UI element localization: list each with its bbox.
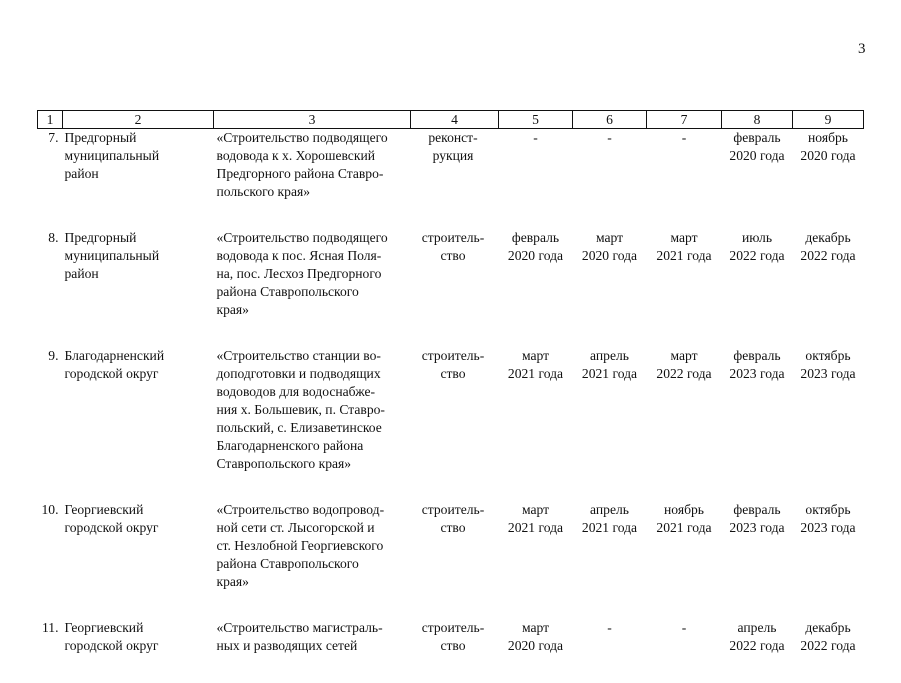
header-col-7: 7 bbox=[647, 111, 722, 129]
project-description bbox=[214, 501, 411, 619]
row-number: 9. bbox=[38, 347, 63, 501]
municipality-name-line: муниципальный bbox=[65, 147, 211, 165]
table-row bbox=[38, 129, 864, 230]
date-col-7: - bbox=[647, 619, 722, 683]
date-col-9: октябрь 2023 года bbox=[793, 501, 864, 619]
date-col-8: апрель 2022 года bbox=[722, 619, 793, 683]
work-type bbox=[411, 501, 499, 619]
date-col-8: июль 2022 года bbox=[722, 229, 793, 347]
project-description-line: польский, с. Елизаветинское bbox=[217, 419, 406, 437]
work-type-line: строитель- bbox=[411, 619, 496, 637]
date-col-8: февраль 2020 года bbox=[722, 129, 793, 230]
project-description-line: «Строительство станции во- bbox=[217, 347, 406, 365]
municipality-name-line: муниципальный bbox=[65, 247, 211, 265]
work-type-line: ство bbox=[411, 519, 496, 537]
municipality-name-line: городской округ bbox=[65, 365, 211, 383]
project-description-line: ст. Незлобной Георгиевского bbox=[217, 537, 406, 555]
work-type-line: рукция bbox=[411, 147, 496, 165]
project-description-line: «Строительство магистраль- bbox=[217, 619, 406, 637]
table-row bbox=[38, 501, 864, 619]
work-type-line: реконст- bbox=[411, 129, 496, 147]
project-description-line: района Ставропольского bbox=[217, 283, 406, 301]
work-type bbox=[411, 129, 499, 230]
project-description-line: Ставропольского края» bbox=[217, 455, 406, 473]
project-description-line: водоводов для водоснабже- bbox=[217, 383, 406, 401]
project-description-line: района Ставропольского bbox=[217, 555, 406, 573]
date-col-8: февраль 2023 года bbox=[722, 501, 793, 619]
date-col-5: март 2021 года bbox=[499, 347, 573, 501]
date-col-7: март 2022 года bbox=[647, 347, 722, 501]
table-row bbox=[38, 619, 864, 683]
header-col-2: 2 bbox=[63, 111, 214, 129]
project-description-line: края» bbox=[217, 301, 406, 319]
project-description bbox=[214, 129, 411, 230]
project-description-line: «Строительство водопровод- bbox=[217, 501, 406, 519]
project-description-line: ной сети ст. Лысогорской и bbox=[217, 519, 406, 537]
date-col-6: - bbox=[573, 619, 647, 683]
municipality-name-line: Предгорный bbox=[65, 229, 211, 247]
municipality-name-line: район bbox=[65, 165, 211, 183]
date-col-5: - bbox=[499, 129, 573, 230]
work-type-line: строитель- bbox=[411, 347, 496, 365]
date-col-7: март 2021 года bbox=[647, 229, 722, 347]
municipality-name bbox=[63, 229, 214, 347]
date-col-9: октябрь 2023 года bbox=[793, 347, 864, 501]
row-number: 11. bbox=[38, 619, 63, 683]
date-col-9: декабрь 2022 года bbox=[793, 619, 864, 683]
project-description bbox=[214, 347, 411, 501]
table-row bbox=[38, 347, 864, 501]
date-col-7: - bbox=[647, 129, 722, 230]
work-type-line: ство bbox=[411, 247, 496, 265]
project-description-line: водовода к х. Хорошевский bbox=[217, 147, 406, 165]
municipality-name bbox=[63, 347, 214, 501]
work-type-line: строитель- bbox=[411, 501, 496, 519]
municipality-name-line: Предгорный bbox=[65, 129, 211, 147]
table-header bbox=[38, 111, 864, 129]
table-body bbox=[38, 129, 864, 683]
project-description-line: Благодарненского района bbox=[217, 437, 406, 455]
project-description-line: на, пос. Лесхоз Предгорного bbox=[217, 265, 406, 283]
project-description-line: края» bbox=[217, 573, 406, 591]
header-col-8: 8 bbox=[722, 111, 793, 129]
project-description-line: ния х. Большевик, п. Ставро- bbox=[217, 401, 406, 419]
municipality-name-line: городской округ bbox=[65, 637, 211, 655]
row-number: 10. bbox=[38, 501, 63, 619]
date-col-6: апрель 2021 года bbox=[573, 501, 647, 619]
date-col-8: февраль 2023 года bbox=[722, 347, 793, 501]
row-number: 8. bbox=[38, 229, 63, 347]
header-col-1: 1 bbox=[38, 111, 63, 129]
header-row bbox=[38, 111, 864, 129]
work-type bbox=[411, 619, 499, 683]
table-row bbox=[38, 229, 864, 347]
work-type-line: строитель- bbox=[411, 229, 496, 247]
project-description-line: польского края» bbox=[217, 183, 406, 201]
project-description-line: водовода к пос. Ясная Поля- bbox=[217, 247, 406, 265]
date-col-6: март 2020 года bbox=[573, 229, 647, 347]
header-col-3: 3 bbox=[214, 111, 411, 129]
municipality-name-line: Благодарненский bbox=[65, 347, 211, 365]
date-col-5: март 2020 года bbox=[499, 619, 573, 683]
header-col-9: 9 bbox=[793, 111, 864, 129]
page-number: 3 bbox=[858, 40, 866, 58]
header-col-5: 5 bbox=[499, 111, 573, 129]
municipality-name bbox=[63, 619, 214, 683]
project-description-line: доподготовки и подводящих bbox=[217, 365, 406, 383]
work-type bbox=[411, 229, 499, 347]
date-col-7: ноябрь 2021 года bbox=[647, 501, 722, 619]
work-type-line: ство bbox=[411, 637, 496, 655]
date-col-5: март 2021 года bbox=[499, 501, 573, 619]
municipality-name-line: городской округ bbox=[65, 519, 211, 537]
row-number: 7. bbox=[38, 129, 63, 230]
municipality-name bbox=[63, 501, 214, 619]
work-type-line: ство bbox=[411, 365, 496, 383]
municipality-name-line: Георгиевский bbox=[65, 501, 211, 519]
project-description-line: «Строительство подводящего bbox=[217, 229, 406, 247]
date-col-9: декабрь 2022 года bbox=[793, 229, 864, 347]
municipality-name-line: район bbox=[65, 265, 211, 283]
schedule-table bbox=[37, 110, 864, 683]
date-col-6: апрель 2021 года bbox=[573, 347, 647, 501]
project-description-line: Предгорного района Ставро- bbox=[217, 165, 406, 183]
date-col-6: - bbox=[573, 129, 647, 230]
work-type bbox=[411, 347, 499, 501]
date-col-5: февраль 2020 года bbox=[499, 229, 573, 347]
project-description-line: ных и разводящих сетей bbox=[217, 637, 406, 655]
header-col-6: 6 bbox=[573, 111, 647, 129]
project-description-line: «Строительство подводящего bbox=[217, 129, 406, 147]
project-description bbox=[214, 619, 411, 683]
date-col-9: ноябрь 2020 года bbox=[793, 129, 864, 230]
project-description bbox=[214, 229, 411, 347]
header-col-4: 4 bbox=[411, 111, 499, 129]
municipality-name-line: Георгиевский bbox=[65, 619, 211, 637]
municipality-name bbox=[63, 129, 214, 230]
